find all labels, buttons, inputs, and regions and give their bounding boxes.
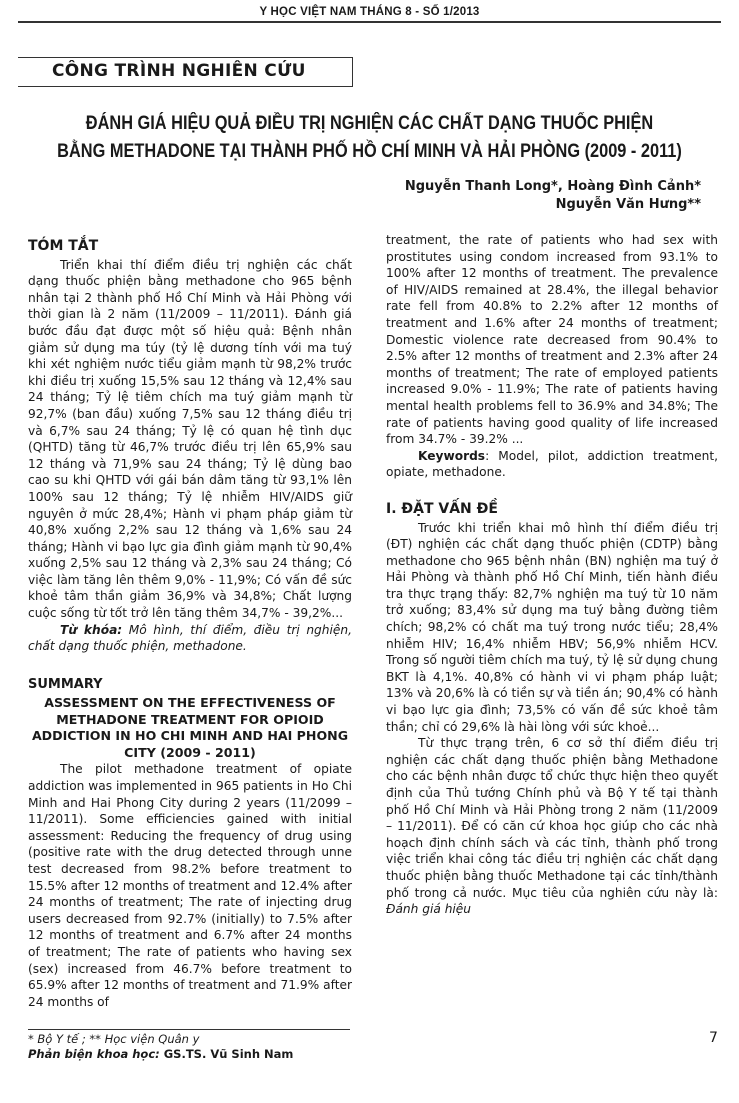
abstract-vi-body: Triển khai thí điểm điều trị nghiện các chất dạng thuốc phiện bằng methadone cho 965 bệnh nhân tại 2 thành phố Hồ Chí Minh và Hải Phòng với thời gian là 2 năm (11/2009 – 11/2011). Đánh giá bước đầu đạt được một số hiệu quả: Bệnh nhân giảm sử dụng ma túy (tỷ lệ dương tính với ma tuý khi xét nghiệm nước tiểu giảm mạnh từ 98,2% trước khi điều trị xuống 15,5% sau 12 tháng và 12,4% sau 24 tháng; Tỷ lệ tiêm chích ma tuý giảm mạnh từ 92,7% (ban đầu) xuống 7,5% sau 12 tháng điều trị và 6,7% sau 24 tháng; Tỷ lệ có quan hệ tình dục (QHTD) tăng từ 46,7% trước điều trị lên 65,9% sau 12 tháng và 71,9% sau 24 tháng; Tỷ lệ dùng bao cao su khi QHTD với gái bán dâm tăng từ 93,1% lên 100% sau 12 tháng; Tỷ lệ nhiễm HIV/AIDS giữ nguyên ở mức 28,4%; Hành vi phạm pháp giảm từ 40,8% xuống 2,2% sau 12 tháng và 1,6% sau 24 tháng; Hành vi bạo lực gia đình giảm mạnh từ 90,4% xuống 2,5% sau 12 tháng và 2,3% sau 24 tháng; Có việc làm tăng lên thêm 9,0% - 11,9%; Có vấn đề sức khoẻ tâm thần giảm 36,9% và 34,8%; Chất lượng cuộc sống từ tốt trở lên tăng thêm 34,7% - 39,2%... [28,257,352,621]
introduction-paragraph-2-italic: Đánh giá hiệu [386,902,472,917]
authors-line-2: Nguyễn Văn Hưng** [555,197,701,212]
abstract-vi-keywords-label: Từ khóa: [60,622,123,637]
introduction-heading: I. ĐẶT VẤN ĐỀ [386,500,498,517]
header-rule [18,21,721,23]
section-box-right-rule [352,57,353,87]
summary-keywords [386,448,718,481]
abstract-vi-heading: TÓM TẮT [28,238,99,254]
page-number: 7 [709,1030,718,1046]
footnote-affiliations: * Bộ Y tế ; ** Học viện Quân y [28,1032,200,1046]
summary-body-part-1: The pilot methadone treatment of opiate addiction was implemented in 965 patients in Ho Chi Minh and Hai Phong City during 2 years (11/2099 – 11/2011). Some efficiencies gained with initial assessment: Reducing the frequency of drug using (positive rate with the drug detected through unne test decreased from 98.2% before treatment to 15.5% after 12 months of treatment and 12.4% after 24 months of treatment; The rate of injecting drug users decreased from 92.7% (initially) to 7.5% after 12 months of treatment and 6.7% after 24 months of treatment; The rate of patients who having sex (sex) increased from 46.7% before treatment to 65.9% after 12 months of treatment and 71.9% after 24 months of [28,762,352,1009]
footnote-rule [28,1029,350,1030]
summary-keywords-label: Keywords [418,448,486,463]
footnote-reviewer [28,1047,358,1062]
spacer [386,481,718,501]
article-title-line-1: ĐÁNH GIÁ HIỆU QUẢ ĐIỀU TRỊ NGHIỆN CÁC CHẤT DẠNG THUỐC PHIỆN [85,113,654,134]
footnote-reviewer-label: Phản biện khoa học: [28,1047,160,1061]
section-label-box [18,57,353,87]
section-label: CÔNG TRÌNH NGHIÊN CỨU [52,61,306,81]
running-header: Y HỌC VIỆT NAM THÁNG 8 - SỐ 1/2013 [259,6,480,18]
introduction-paragraph-1: Trước khi triển khai mô hình thí điểm điều trị (ĐT) nghiện các chất dạng thuốc phiện (CDTP) bằng methadone cho 965 bệnh nhân (BN) nghiện ma tuý ở Hải Phòng và thành phố Hồ Chí Minh, tiến hành điều tra thực trạng thấy: 82,7% nghiện ma tuý từ 10 năm trở xuống; 83,4% sử dụng ma tuý bằng đường tiêm chích; 98,2% có chất ma tuý trong nước tiểu; 28,4% nhiễm HIV; 16,4% nhiễm HBV; 56,9% nhiễm HCV. Trong số người tiêm chích ma tuý, tỷ lệ sử dụng chung BKT là 4,1%. 40,8% có hành vi vi phạm pháp luật; 13% và 20,6% là có tiền sự và tiền án; 90,4% có hành vi bạo lực gia đình; 73,5% có vấn đề sức khoẻ tâm thần; chỉ có 29,6% là hài lòng với sức khoẻ... [386,520,718,734]
article-title-line-2: BẰNG METHADONE TẠI THÀNH PHỐ HỒ CHÍ MINH VÀ HẢI PHÒNG (2009 - 2011) [57,141,682,162]
section-box-top-rule [18,57,353,58]
abstract-vi-keywords-text: Mô hình, thí điểm, điều trị nghiện, chất dạng thuốc phiện, methadone. [28,622,352,654]
summary-body-part-2: treatment, the rate of patients who had sex with prostitutes using condom increased from 93.1% to 100% after 12 months of treatment. The prevalence of HIV/AIDS remained at 28.4%, the illegal behavior rate fell from 40.8% to 2.2% after 12 months of treatment and 1.6% after 24 months of treatment; Domestic violence rate decreased from 90.4% to 2.5% after 12 months of treatment and 2.3% after 24 months of treatment; The rate of employed patients increased 9.0% - 11.9%; The rate of patients having mental health problems fell to 36.9% and 34.8%; The rate of patients having good quality of life increased from 34.7% - 39.2% ... [386,233,718,447]
summary-title: ASSESSMENT ON THE EFFECTIVENESS OF METHADONE TREATMENT FOR OPIOID ADDICTION IN HO CHI MINH AND HAI PHONG CITY (2009 - 2011) [31,695,349,760]
authors [405,178,701,214]
summary-keywords-text: : Model, pilot, addiction treatment, opiate, methadone. [386,448,718,480]
introduction-paragraph-2-text: Từ thực trạng trên, 6 cơ sở thí điểm điều trị nghiện các chất dạng thuốc phiện bằng Methadone cho các bệnh nhân được tổ chức thực hiện theo quyết định của Thủ tướng Chính phủ và Bộ Y tế tại thành phố Hồ Chí Minh và Hải Phòng trong 2 năm (11/2009 – 11/2011). Để có căn cứ khoa học giúp cho các nhà hoạch định chính sách và các tỉnh, thành phố trong việc triển khai công tác điều trị nghiện các chất dạng thuốc phiện bằng thuốc Methadone tại các tỉnh/thành phố trong cả nước. Mục tiêu của nghiên cứu này là: [386,736,718,900]
authors-line-1: Nguyễn Thanh Long*, Hoàng Đình Cảnh* [404,179,701,194]
right-column [386,232,718,918]
footnotes [28,1032,358,1062]
footnote-reviewer-name: GS.TS. Vũ Sinh Nam [159,1047,294,1061]
section-box-bottom-rule [18,86,353,87]
article-title [52,110,688,166]
abstract-vi-keywords [28,622,352,655]
left-column [28,238,352,1010]
summary-heading: SUMMARY [28,676,103,692]
introduction-paragraph-2 [386,735,718,918]
